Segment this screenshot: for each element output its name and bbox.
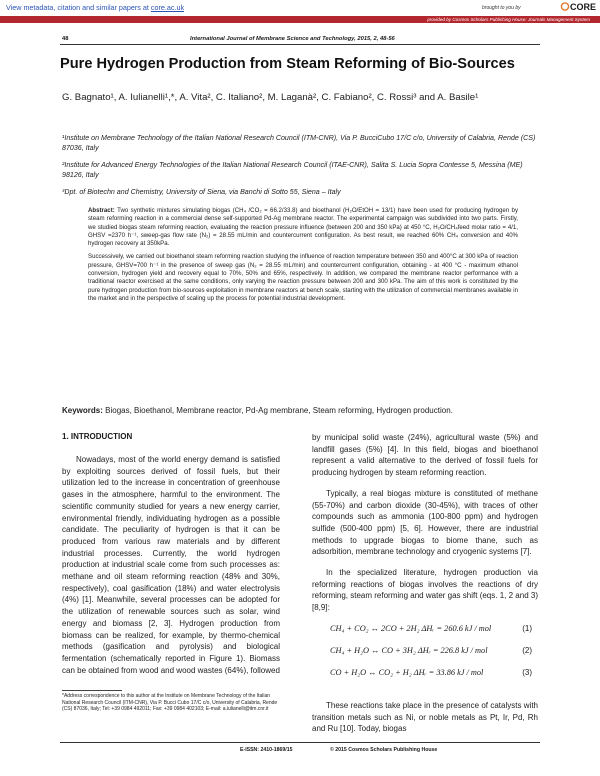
section-heading-introduction: 1. INTRODUCTION: [62, 432, 133, 441]
equation-1: [312, 620, 538, 642]
left-column: [62, 432, 280, 676]
core-logo[interactable]: [560, 2, 596, 12]
core-logo-icon: [560, 2, 570, 11]
copyright: © 2015 Cosmos Scholars Publishing House: [330, 747, 438, 753]
abstract-text-1: Two synthetic mixtures simulating biogas (CH₄ /CO₂ = 66.2/33.8) and bioethanol (H₂O/EtOH = 13/1) have been used for producing hydrogen by steam reforming reaction in a commercial dense self-supported Pd-Ag membrane reactor. The experimental campaign was subdivided into two parts. Firstly, we studied biogas steam reforming reaction, evaluating the reaction pressure influence (between 200 and 350 kPa) at 450 °C, H₂O/CH₄feed molar ratio = 4/1, GHSV =2370 h⁻¹, sweep-gas flow rate (N₂) = 28.55 mL/min and countercurrent configuration. As best result, we reached 60% CH₄ conversion and 40% hydrogen recovery at 350kPa.: [88, 207, 518, 248]
equation-2-text: CH₄ + H₂O ↔ CO + 3H₂ ΔHᵣ = 226.8 kJ / mol: [330, 645, 488, 655]
intro-paragraph-right-3: In the specialized literature, hydrogen production via reforming reactions of biogas involves the reactions of dry reforming, steam reforming and water gas shift (eqs. 1, 2 and 3) [8,9]:: [312, 568, 538, 613]
provided-by-text[interactable]: provided by Cosmos Scholars Publishing House: Journals Management System: [427, 17, 590, 22]
page-number: 48: [62, 36, 69, 42]
intro-paragraph-1: Nowadays, most of the world energy demand is satisfied by exploiting sources derived of fossil fuels, but their utilization led to the increase in concentration of greenhouse gases in the atmosphere, harmful to the environment. The scientific community studied for years a new energy carrier, environmental friendly, individuating hydrogen as a possible candidate. The peculiarity of hydrogen is that it can be produced from various raw materials and by different industrial processes. Currently, the world hydrogen production at industrial scale come from such processes as: methane and oil steam reforming reaction (48% and 30%, respectively), coal gasification (18%) and water electrolysis (4%) [1]. Meanwhile, several processes can be adopted for the utilization of renewable sources such as solar, wind energy and biomass [2, 3]. Hydrogen production from biomass can be realized, for example, by thermo-chemical methods (gasification and pyrolysis) and biological fermentation (schematically reported in Figure 1). Biomass can be obtained from wood and wood wastes (64%), followed: [62, 455, 280, 675]
footer-rule: [60, 742, 540, 743]
abstract: [88, 207, 518, 303]
intro-paragraph-right-1: by municipal solid waste (24%), agricultural waste (5%) and landfill gases (5%) [4]. In this field, biogas and bioethanol represent a valid alternative to the derived of fossil fuels for producing hydrogen by steam reforming reaction.: [312, 433, 538, 478]
intro-paragraph-right-4: These reactions take place in the presence of catalysts with transition metals such as Ni, or noble metals as Pt, Ir, Pd, Rh and Ru [10]. Today, biogas: [312, 700, 538, 734]
keywords-text: Biogas, Bioethanol, Membrane reactor, Pd-Ag membrane, Steam reforming, Hydrogen production.: [102, 406, 453, 415]
issn: E-ISSN: 2410-1869/15: [240, 747, 293, 753]
journal-header: International Journal of Membrane Science and Technology, 2015, 2, 48-56: [190, 36, 395, 42]
header-rule: [60, 44, 540, 45]
equation-1-number: (1): [522, 623, 532, 633]
affiliation-2: ²Institute for Advanced Energy Technologies of the Italian National Research Council (ITAE-CNR), Salita S. Lucia Sopra Contesse 5, Messina (ME) 98126, Italy: [62, 161, 523, 179]
core-link-site[interactable]: core.ac.uk: [150, 3, 185, 12]
equation-3-number: (3): [522, 667, 532, 677]
abstract-paragraph-1: [88, 207, 518, 248]
footnote-rule: [62, 690, 122, 691]
intro-paragraph-right-2: Typically, a real biogas mixture is constituted of methane (55-70%) and carbon dioxide (30-45%), with traces of other compounds such as ammonia (100-800 ppm) and hydrogen sulfide (500-400 ppm) [5, 6]. However, there are industrial methods to upgrade biogas to biome thane, such as adsorbition, membrane technology and cryogenic systems [7].: [312, 488, 538, 557]
keywords: [62, 406, 540, 415]
author-list: G. Bagnato¹, A. Iulianelli¹,*, A. Vita², C. Italiano², M. Laganà², C. Fabiano², C. Rossi³ and A. Basile¹: [62, 92, 479, 103]
equation-3: [312, 664, 538, 686]
abstract-label: Abstract:: [88, 207, 115, 214]
affiliation-1: ¹Institute on Membrane Technology of the Italian National Research Council (ITM-CNR), Via P. BucciCubo 17/C c/o, University of Calabria, Rende (CS) 87036, Italy: [62, 134, 536, 152]
equation-2: [312, 642, 538, 664]
correspondence-footnote: *Address correspondence to this author at the Institute on Membrane Technology of the Italian National Research Council (ITM-CNR), Via P. Bucci Cubo 17/C c/o, University of Calabria, Rende (CS) 87036, Italy; Tel: +39 0984 492011; Fax: +39 0984 402103; E-mail: a.iulianelli@itm.cnr.it: [62, 693, 278, 713]
equation-1-text: CH₄ + CO₂ ↔ 2CO + 2H₂ ΔHᵣ = 260.6 kJ / mol: [330, 623, 492, 633]
equation-2-number: (2): [522, 645, 532, 655]
core-link-prefix: View metadata, citation and similar papers at: [6, 3, 151, 12]
abstract-paragraph-2: Successively, we carried out bioethanol steam reforming reaction studying the influence of reaction temperature between 350 and 400°C at 300 kPa of reaction pressure, GHSV=700 h⁻¹ in the presence of sweep gas (N₂ = 28.55 mL/min) and countercurrent configuration, obtaining - at 400 °C - maximum ethanol conversion, hydrogen yield and recovery equal to 70%, 50% and 65%, respectively. In addition, we compared the membrane reactor performance with a traditional reactor exercised at the same conditions, only varying the reaction pressure between 200 and 300 kPa. The aim of this work is constituted by the pure hydrogen production from bio-sources exploitation in membrane reactors at bench scale, starting with the utilization of commercial membranes available in the market and in the perspective of scaling up the process for potential industrial development.: [88, 253, 518, 302]
core-logo-text: CORE: [570, 2, 597, 12]
right-column: [312, 432, 538, 735]
equation-3-text: CO + H₂O ↔ CO₂ + H₂ ΔHᵣ = 33.86 kJ / mol: [330, 667, 484, 677]
paper-title: Pure Hydrogen Production from Steam Reforming of Bio-Sources: [60, 56, 515, 72]
core-metadata-link[interactable]: [6, 3, 184, 12]
core-brought-text: brought to you by: [482, 5, 521, 11]
keywords-label: Keywords:: [62, 406, 103, 415]
affiliation-3: ³Dpt. of Biotechn and Chemistry, University of Siena, via Banchi di Sotto 55, Siena – Italy: [62, 188, 341, 196]
